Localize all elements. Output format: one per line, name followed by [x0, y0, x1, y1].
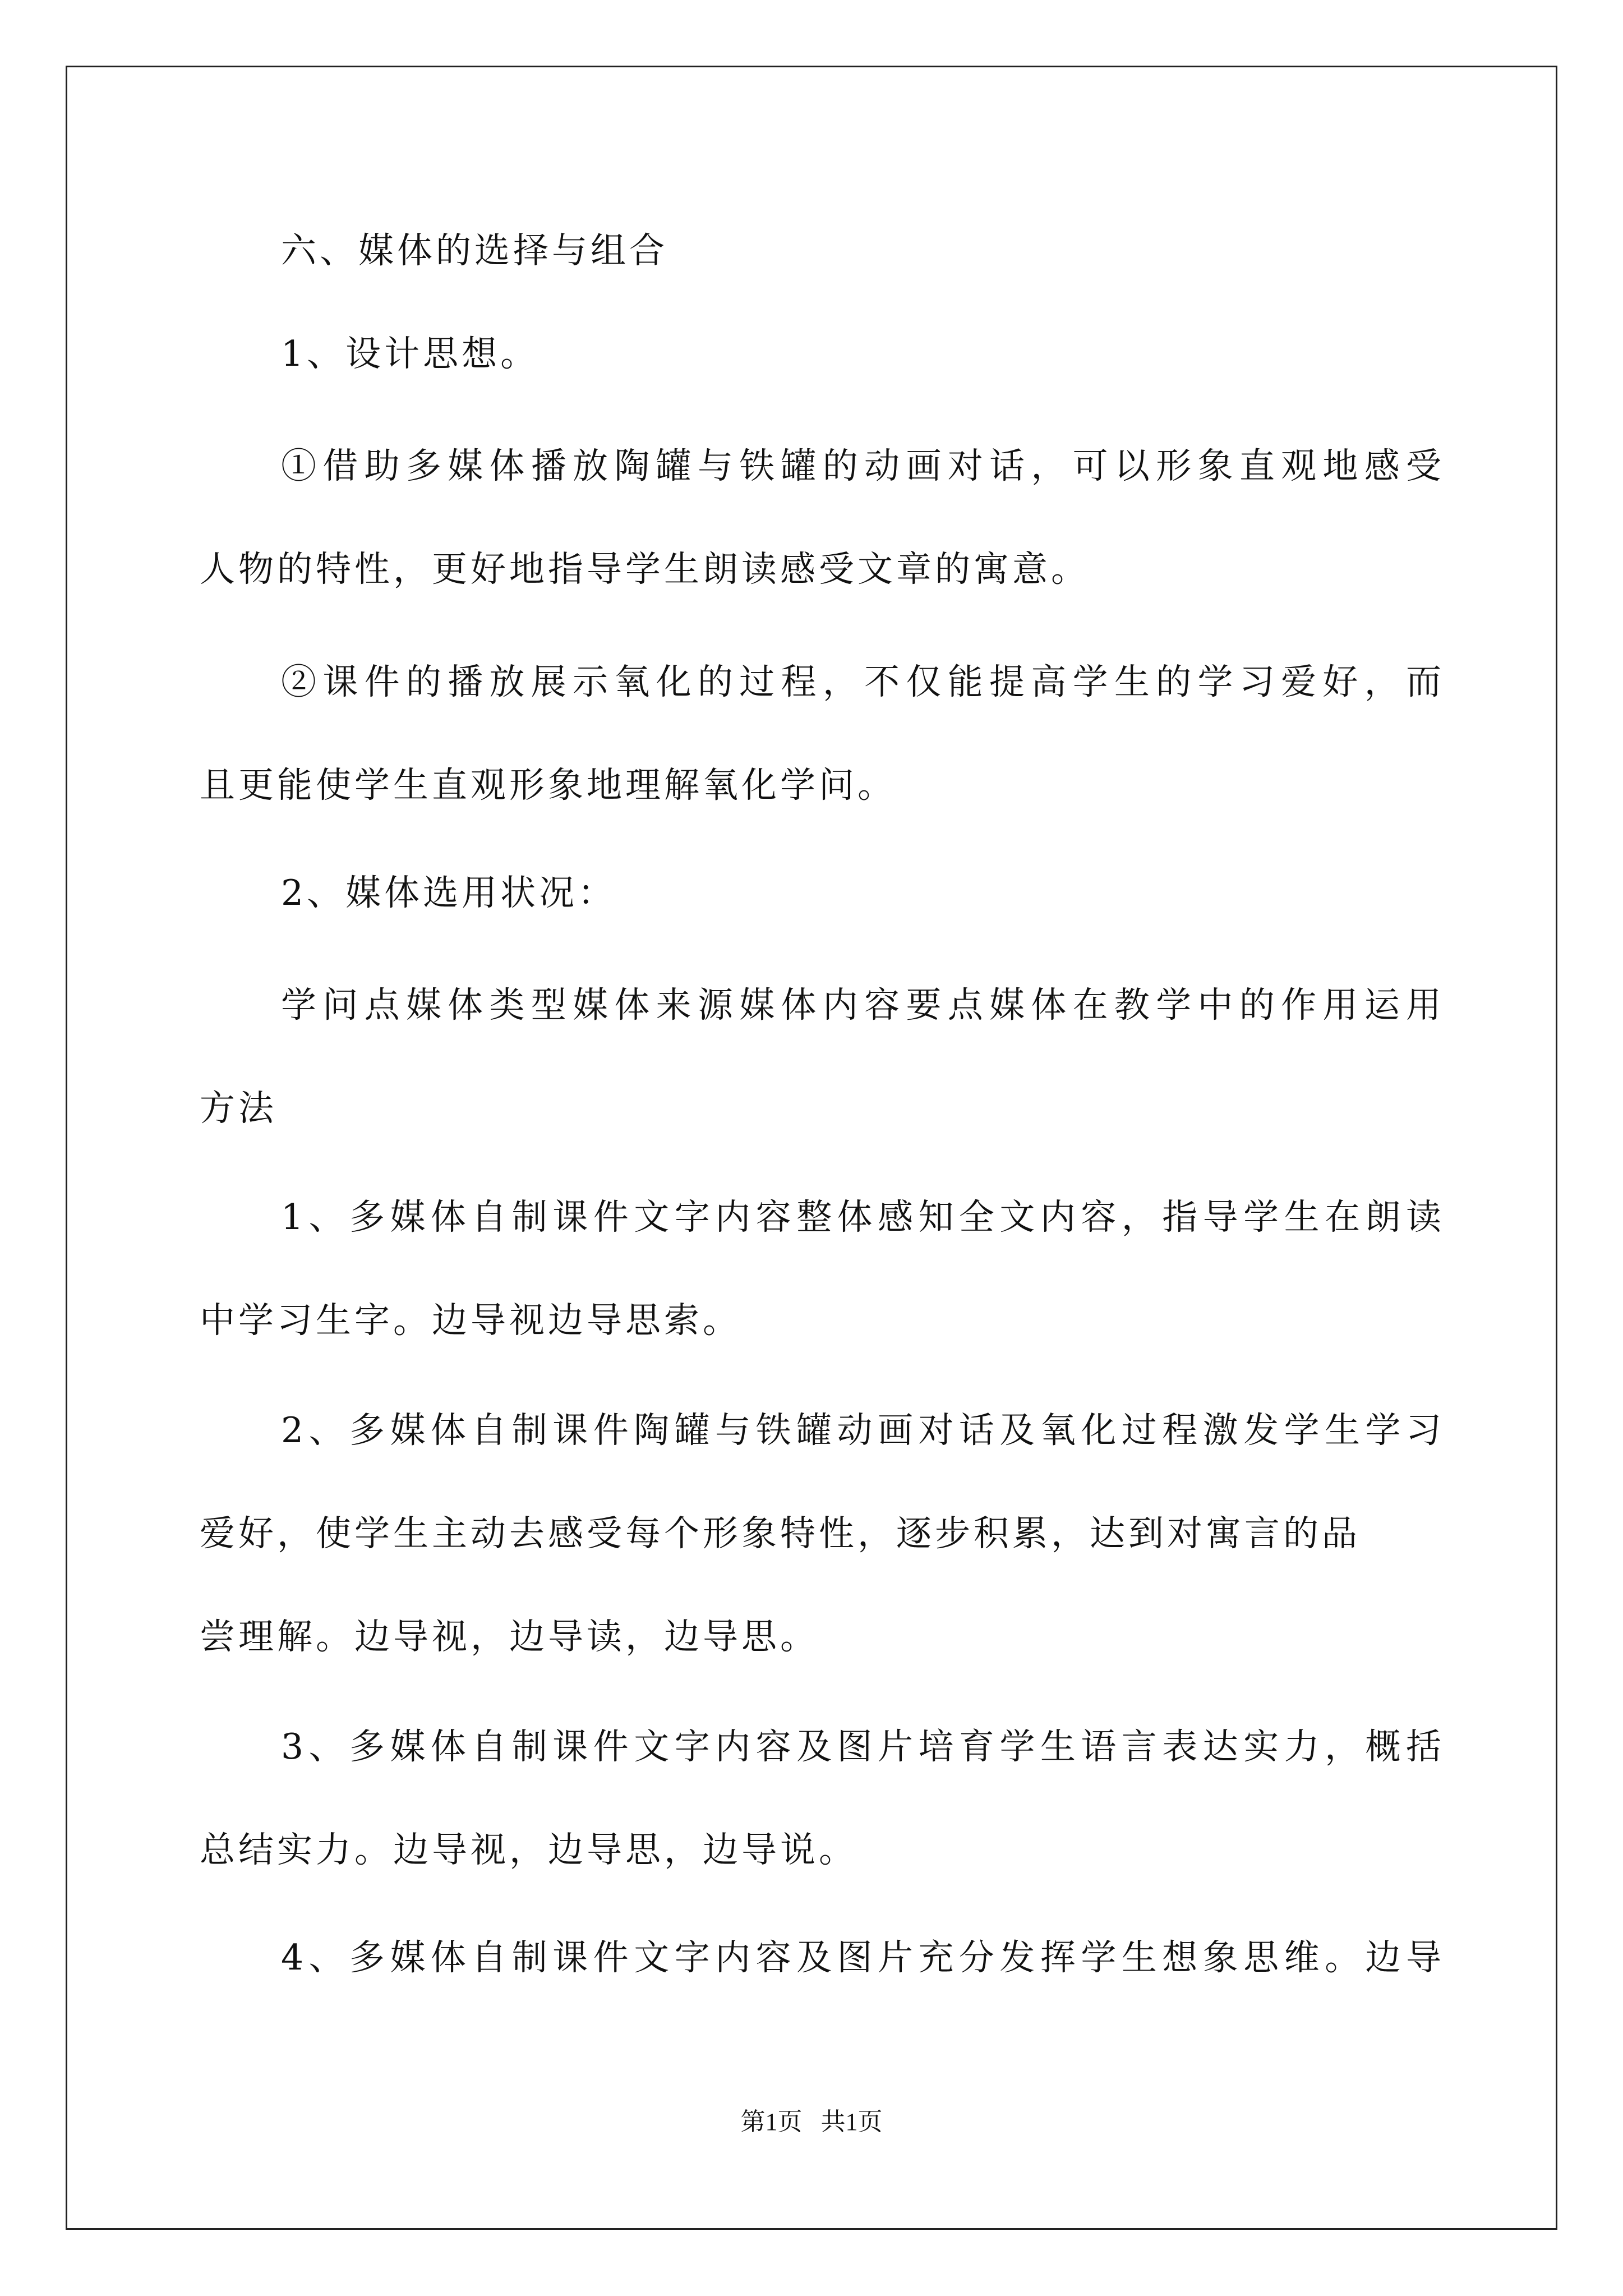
subheading-media [200, 841, 1445, 945]
paragraph-line: 学问点媒体类型媒体来源媒体内容要点媒体在教学中的作用运用 [281, 984, 1445, 1025]
paragraph [200, 954, 1445, 1160]
paragraph-line: 方法 [200, 1088, 277, 1129]
paragraph [200, 631, 1445, 837]
subheading-design [200, 302, 1445, 406]
page-number: 第1页 [740, 2108, 803, 2136]
paragraph-line: 爱好，使学生主动去感受每个形象特性，逐步积累，达到对寓言的品 [200, 1513, 1361, 1554]
page-footer [0, 2105, 1623, 2139]
paragraph [200, 1166, 1445, 1372]
paragraph-line: 2、媒体选用状况： [281, 872, 617, 913]
paragraph-line: 1、设计思想。 [281, 333, 540, 374]
paragraph [200, 1906, 1445, 2009]
paragraph [200, 1379, 1445, 1688]
paragraph-line: ②课件的播放展示氧化的过程，不仅能提高学生的学习爱好，而 [281, 661, 1445, 702]
paragraph [200, 415, 1445, 621]
paragraph-line: 总结实力。边导视，边导思，边导说。 [200, 1829, 857, 1870]
paragraph-line: 且更能使学生直观形象地理解氧化学问。 [200, 765, 896, 806]
page-total: 共1页 [820, 2108, 883, 2136]
paragraph-line: 尝理解。边导视，边导读，边导思。 [200, 1616, 819, 1657]
paragraph-line: 中学习生字。边导视边导思索。 [200, 1300, 741, 1341]
paragraph [200, 1695, 1445, 1902]
paragraph-line: 六、媒体的选择与组合 [281, 230, 668, 271]
paragraph-line: 4、多媒体自制课件文字内容及图片充分发挥学生想象思维。边导 [281, 1937, 1445, 1978]
section-heading [200, 199, 1445, 302]
paragraph-line: 3、多媒体自制课件文字内容及图片培育学生语言表达实力，概括 [281, 1726, 1445, 1767]
paragraph-line: 1、多媒体自制课件文字内容整体感知全文内容，指导学生在朗读 [281, 1197, 1445, 1237]
paragraph-line: 人物的特性，更好地指导学生朗读感受文章的寓意。 [200, 549, 1090, 590]
paragraph-line: ①借助多媒体播放陶罐与铁罐的动画对话，可以形象直观地感受 [281, 445, 1445, 486]
paragraph-line: 2、多媒体自制课件陶罐与铁罐动画对话及氧化过程激发学生学习 [281, 1410, 1445, 1451]
